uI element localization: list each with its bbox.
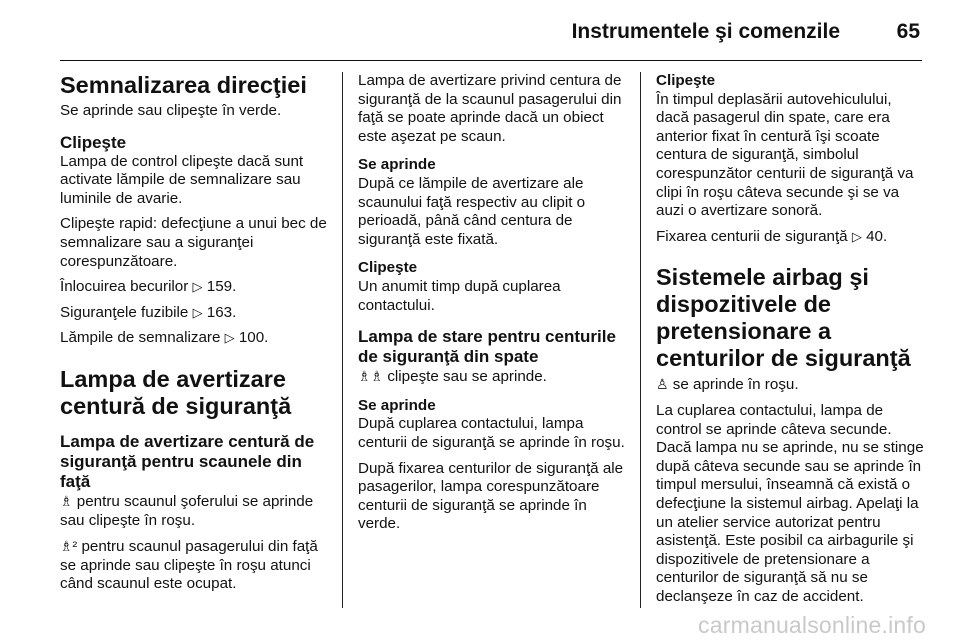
reference-text: Lămpile de semnalizare <box>60 329 225 347</box>
paragraph <box>60 537 332 594</box>
paragraph: Clipeşte rapid: defecţiune a unui bec de semnalizare sau a siguranţei corespunzătoare. <box>60 215 327 270</box>
paragraph-text: se aprinde în roşu. <box>668 376 799 394</box>
subheading: Se aprinde <box>358 396 436 414</box>
section-heading: Semnalizarea direcţiei <box>60 72 307 98</box>
subheading: Lampa de stare pentru centurile de siguranţă din spate <box>358 327 616 367</box>
paragraph-text: pentru scaunul pasagerului din faţă se aprinde sau clipeşte în roşu atunci când scaunul este ocupat. <box>60 538 318 593</box>
cross-reference[interactable] <box>656 228 928 247</box>
watermark: carmanualsonline.info <box>698 612 926 638</box>
paragraph: Un anumit timp după cuplarea contactului. <box>358 277 561 314</box>
paragraph <box>358 367 630 387</box>
column-3 <box>656 72 928 613</box>
reference-text: Înlocuirea becurilor <box>60 278 193 296</box>
column-divider <box>640 72 641 608</box>
cross-reference[interactable] <box>60 329 332 348</box>
reference-page: 163. <box>202 303 237 321</box>
section-heading: Sistemele airbag şi dispozitivele de pretensionare a centurilor de siguranţă <box>656 264 911 372</box>
paragraph: După ce lămpile de avertizare ale scaunului faţă respectiv au clipit o perioadă, până când centura de siguranţă este fixată. <box>358 174 586 248</box>
paragraph: După cuplarea contactului, lampa centurii de siguranţă se aprinde în roşu. <box>358 415 625 451</box>
reference-text: Fixarea centurii de siguranţă <box>656 227 852 245</box>
subheading: Lampa de avertizare centură de siguranţă pentru scaunele din faţă <box>60 431 315 491</box>
reference-page: 100. <box>234 329 269 347</box>
reference-page: 159. <box>202 278 237 296</box>
cross-reference[interactable] <box>60 278 332 297</box>
paragraph: Lampa de avertizare privind centura de siguranţă de la scaunul pasagerului din faţă se poate aprinde dacă un obiect este aşezat pe scaun. <box>358 72 622 145</box>
cross-reference[interactable] <box>60 304 332 323</box>
page-header <box>0 0 960 60</box>
reference-text: Siguranţele fuzibile <box>60 303 193 321</box>
paragraph: La cuplarea contactului, lampa de control se aprinde câteva secunde. Dacă lampa nu se aprinde, nu se stinge după câteva secunde sau se aprinde în timpul mersului, înseamnă că există o defecţiune la sistemul airbag. Apelaţi la un atelier service autorizat pentru asistenţă. Este posibil ca airbagurile şi dispozitivele de pretensionare a centurilor de siguranţă să nu se declanşeze în caz de accident. <box>656 401 924 605</box>
rear-seatbelt-icon: ♗♗ <box>358 368 384 385</box>
column-divider <box>342 72 343 608</box>
paragraph-text: clipeşte sau se aprinde. <box>383 368 547 386</box>
column-1 <box>60 72 332 601</box>
reference-page: 40. <box>861 227 888 245</box>
reference-arrow-icon: ▷ <box>224 330 235 346</box>
reference-arrow-icon: ▷ <box>851 228 862 244</box>
seatbelt-passenger-icon: ♗² <box>60 538 78 555</box>
paragraph <box>60 492 332 530</box>
paragraph: Se aprinde sau clipeşte în verde. <box>60 102 282 119</box>
column-2 <box>358 72 630 541</box>
paragraph <box>656 375 928 395</box>
page-number: 65 <box>896 20 920 43</box>
paragraph: În timpul deplasării autovehiculului, dacă pasagerul din spate, care era anterior fixat în centură îşi scoate centura de siguranţă, simbolul corespunzător centurii de siguranţă va clipi în roşu câteva secunde şi se va auzi o avertizare sonoră. <box>656 90 914 220</box>
subheading: Clipeşte <box>656 72 716 89</box>
subheading: Clipeşte <box>60 132 127 152</box>
paragraph: Lampa de control clipeşte dacă sunt activate lămpile de semnalizare sau luminile de avarie. <box>60 152 304 207</box>
airbag-icon: ♙ <box>656 376 669 393</box>
section-heading: Lampa de avertizare centură de siguranţă <box>60 365 292 419</box>
reference-arrow-icon: ▷ <box>192 304 203 320</box>
header-rule <box>60 60 922 61</box>
seatbelt-driver-icon: ♗ <box>60 492 73 509</box>
paragraph: După fixarea centurilor de siguranţă ale pasagerilor, lampa corespunzătoare centurii de siguranţă se aprinde în verde. <box>358 459 624 533</box>
paragraph-text: pentru scaunul şoferului se aprinde sau clipeşte în roşu. <box>60 492 314 529</box>
header-title: Instrumentele şi comenzile <box>571 20 840 43</box>
reference-arrow-icon: ▷ <box>192 279 203 295</box>
subheading: Se aprinde <box>358 156 436 174</box>
subheading: Clipeşte <box>358 259 418 277</box>
